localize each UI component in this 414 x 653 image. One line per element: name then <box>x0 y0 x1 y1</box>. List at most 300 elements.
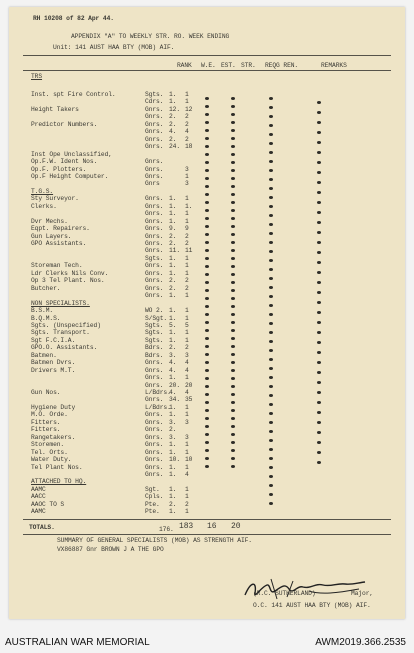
row-est: 1 <box>185 292 189 300</box>
dot-mark <box>231 425 235 428</box>
dot-mark <box>205 113 209 116</box>
row-description: Inst. spt Fire Control. <box>31 91 116 98</box>
dot-mark <box>317 401 321 404</box>
row-description: GPO.O. Assistants. <box>31 344 98 352</box>
dot-mark <box>269 304 273 307</box>
row-we: 3. <box>169 418 177 426</box>
row-rank: Gnrs. <box>145 210 164 218</box>
row-description: B.S.M. <box>31 307 54 315</box>
row-rank: Sgt. <box>145 485 160 493</box>
dot-mark <box>205 193 209 196</box>
row-rank: Gnrs. <box>145 470 164 478</box>
row-we: 2. <box>169 426 177 434</box>
row-description: Predictor Numbers. <box>31 120 98 128</box>
row-est: 1 <box>185 254 189 262</box>
dot-mark <box>231 193 235 196</box>
row-est: 3 <box>185 351 189 359</box>
footer-left: AUSTRALIAN WAR MEMORIAL <box>5 637 150 648</box>
row-rank: Pte. <box>145 508 160 516</box>
dot-mark <box>205 417 209 420</box>
dot-mark <box>269 250 273 253</box>
row-description: Sgt F.C.I.A. <box>31 336 76 344</box>
row-rank: Cdrs. <box>145 98 164 106</box>
row-rank: S/Sgt. <box>145 314 168 322</box>
dot-mark <box>231 385 235 388</box>
row-description: Dvr Mechs. <box>31 217 68 225</box>
row-est: 4 <box>185 389 189 396</box>
dot-mark <box>231 153 235 156</box>
row-we: 1. <box>169 91 177 98</box>
row-description: Butcher. <box>31 284 61 292</box>
dot-mark <box>205 281 209 284</box>
dot-mark <box>205 201 209 204</box>
totals-reqg: 20 <box>231 522 241 531</box>
dot-mark <box>231 177 235 180</box>
row-description: Fitters. <box>31 418 61 426</box>
dot-mark <box>269 331 273 334</box>
row-est: 1 <box>185 307 189 315</box>
row-est: 2 <box>185 240 189 247</box>
dot-mark <box>269 151 273 154</box>
row-est: 1. <box>185 202 193 210</box>
dot-mark <box>269 340 273 343</box>
form-title: APPENDIX "A" TO WEEKLY STR. RO. WEEK ENDING <box>71 33 230 40</box>
row-description: Op.F Height Computer. <box>31 172 109 180</box>
dot-mark <box>269 259 273 262</box>
dot-mark <box>231 129 235 132</box>
dot-mark <box>317 431 321 434</box>
row-est: 1 <box>185 329 189 337</box>
row-est: 1 <box>185 269 189 277</box>
dot-mark <box>205 377 209 380</box>
row-description: Batmen Dvrs. <box>31 359 76 367</box>
row-we: 1. <box>169 508 177 516</box>
dot-mark <box>231 345 235 348</box>
row-description: T.G.S. <box>31 187 54 195</box>
row-we: 34. <box>169 396 181 404</box>
row-we: 1. <box>169 374 177 382</box>
dot-mark <box>269 313 273 316</box>
row-we: 1. <box>169 98 177 106</box>
dot-mark <box>205 121 209 124</box>
row-est: 1 <box>185 262 189 270</box>
dot-mark <box>269 196 273 199</box>
dot-mark <box>231 105 235 108</box>
dot-mark <box>231 185 235 188</box>
row-we: 2. <box>169 344 177 352</box>
row-we: 1. <box>169 329 177 337</box>
row-we: 1. <box>169 441 177 449</box>
row-est: 4 <box>185 366 189 374</box>
dot-mark <box>205 345 209 348</box>
row-we: 2. <box>169 120 177 128</box>
dot-mark <box>317 461 321 464</box>
row-description: Sgts. (Unspecified) <box>31 321 101 329</box>
col-header-est: EST. <box>221 62 236 69</box>
dot-mark <box>269 205 273 208</box>
dot-mark <box>205 209 209 212</box>
note-line-2: VX86887 Gnr BROWN J A THE GPO <box>57 546 164 553</box>
row-we: 1. <box>169 411 177 419</box>
row-est: 1 <box>185 485 189 493</box>
dot-mark <box>317 441 321 444</box>
row-we: 1. <box>169 403 177 411</box>
dot-mark <box>205 361 209 364</box>
dot-mark <box>269 484 273 487</box>
header-rule-2 <box>23 70 391 71</box>
row-description: ATTACHED TO HQ. <box>31 478 87 486</box>
dot-mark <box>269 97 273 100</box>
dot-mark <box>205 145 209 148</box>
dot-mark <box>269 133 273 136</box>
row-description: AAMC <box>31 508 46 516</box>
dot-mark <box>205 105 209 108</box>
dot-mark <box>317 121 321 124</box>
row-description: Inst Ope Unclassified, <box>31 150 112 158</box>
row-rank: Bdrs. <box>145 351 164 359</box>
dot-mark <box>269 295 273 298</box>
dot-mark <box>205 401 209 404</box>
row-est: 10 <box>185 456 193 464</box>
row-we: 4. <box>169 128 177 136</box>
row-description: Tel. Orts. <box>31 448 68 456</box>
dot-mark <box>205 129 209 132</box>
row-description: GPO Assistants. <box>31 240 87 247</box>
row-est: 2 <box>185 344 189 352</box>
dot-mark <box>231 313 235 316</box>
row-we: 1. <box>169 262 177 270</box>
row-rank: Gnrs. <box>145 277 164 285</box>
row-description: Fitters. <box>31 426 61 434</box>
dot-mark <box>269 187 273 190</box>
dot-mark <box>205 457 209 460</box>
dot-mark <box>205 153 209 156</box>
row-rank: Gnrs. <box>145 120 164 128</box>
row-rank: Gnrs. <box>145 441 164 449</box>
row-we: 3. <box>169 351 177 359</box>
dot-mark <box>317 131 321 134</box>
row-est: 2 <box>185 232 189 240</box>
dot-mark <box>231 465 235 468</box>
col-header-reqg: REQG REN. <box>265 62 299 69</box>
dot-mark <box>269 439 273 442</box>
row-we: 4. <box>169 366 177 374</box>
row-we: 1. <box>169 195 177 203</box>
row-est: 1 <box>185 463 189 471</box>
dot-mark <box>317 291 321 294</box>
dot-mark <box>317 241 321 244</box>
dot-mark <box>269 403 273 406</box>
dot-mark <box>231 233 235 236</box>
dot-mark <box>317 101 321 104</box>
row-we: 1. <box>169 307 177 315</box>
row-rank: Sgts. <box>145 329 164 337</box>
row-est: 4 <box>185 128 189 136</box>
row-rank: Gnrs. <box>145 165 164 173</box>
dot-mark <box>205 169 209 172</box>
row-est: 2 <box>185 500 189 508</box>
dot-mark <box>317 171 321 174</box>
dot-mark <box>317 211 321 214</box>
row-rank: Gnrs. <box>145 411 164 419</box>
row-rank: Gnrs. <box>145 456 164 464</box>
row-est: 1 <box>185 508 189 516</box>
row-rank: Gnrs. <box>145 366 164 374</box>
row-rank: Sgts. <box>145 254 164 262</box>
dot-mark <box>269 475 273 478</box>
dot-mark <box>317 311 321 314</box>
dot-mark <box>269 214 273 217</box>
col-header-str: STR. <box>241 62 256 69</box>
dot-mark <box>269 412 273 415</box>
row-est: 1 <box>185 314 189 322</box>
dot-mark <box>269 223 273 226</box>
row-rank: Gnrs. <box>145 448 164 456</box>
dot-mark <box>317 301 321 304</box>
dot-mark <box>269 493 273 496</box>
dot-mark <box>269 502 273 505</box>
row-est: 1 <box>185 493 189 501</box>
row-we: 9. <box>169 225 177 233</box>
unit-line: Unit: 141 AUST HAA BTY (MOB) AIF. <box>53 44 175 51</box>
row-description: Storeman Tech. <box>31 262 83 270</box>
dot-mark <box>269 277 273 280</box>
dot-mark <box>269 268 273 271</box>
row-rank: Gnrs. <box>145 128 164 136</box>
row-we: 2. <box>169 240 177 247</box>
row-est: 5 <box>185 321 189 329</box>
dot-mark <box>205 241 209 244</box>
dot-mark <box>317 321 321 324</box>
row-description: Gun Layers. <box>31 232 72 240</box>
row-description: Drivers M.T. <box>31 366 76 374</box>
dot-mark <box>231 401 235 404</box>
dot-mark <box>205 321 209 324</box>
row-est: 1 <box>185 403 189 411</box>
dot-mark <box>205 161 209 164</box>
dot-mark <box>317 201 321 204</box>
row-we: 1. <box>169 269 177 277</box>
row-we: 1. <box>169 493 177 501</box>
dot-mark <box>231 249 235 252</box>
footer-right: AWM2019.366.2535 <box>315 637 406 648</box>
dot-mark <box>231 257 235 260</box>
dot-mark <box>205 313 209 316</box>
row-description: AAOC TO S <box>31 500 65 508</box>
row-est: 2 <box>185 284 189 292</box>
dot-mark <box>231 209 235 212</box>
dot-mark <box>269 421 273 424</box>
row-description: M.O. Orde. <box>31 411 68 419</box>
row-rank: WO 2. <box>145 307 164 315</box>
row-rank: Gnrs. <box>145 292 164 300</box>
dot-mark <box>269 448 273 451</box>
dot-mark <box>269 349 273 352</box>
dot-mark <box>317 351 321 354</box>
dot-mark <box>205 465 209 468</box>
dot-mark <box>231 329 235 332</box>
document-page <box>9 7 405 619</box>
col-header-rank: RANK <box>177 62 192 69</box>
dot-mark <box>231 305 235 308</box>
row-we: 4. <box>169 389 177 396</box>
row-rank: Gnrs. <box>145 105 164 113</box>
row-description: Op 3 Tel Plant. Nos. <box>31 277 105 285</box>
dot-mark <box>231 457 235 460</box>
totals-str: 16 <box>207 522 217 531</box>
dot-mark <box>205 297 209 300</box>
dot-mark <box>269 367 273 370</box>
row-rank: Sgts. <box>145 336 164 344</box>
dot-mark <box>231 449 235 452</box>
dot-mark <box>205 305 209 308</box>
row-we: 1. <box>169 463 177 471</box>
dot-mark <box>205 217 209 220</box>
col-header-we: W.E. <box>201 62 216 69</box>
dot-mark <box>205 273 209 276</box>
handwritten-signature <box>241 577 369 601</box>
row-description: Rangetakers. <box>31 433 76 441</box>
dot-mark <box>317 221 321 224</box>
dot-mark <box>231 281 235 284</box>
dot-mark <box>205 385 209 388</box>
row-est: 1 <box>185 374 189 382</box>
dot-mark <box>205 265 209 268</box>
row-rank: Gnrs. <box>145 426 164 434</box>
row-rank: L/Bdrs. <box>145 403 171 411</box>
row-est: 1 <box>185 411 189 419</box>
note-line-1: SUMMARY OF GENERAL SPECIALISTS (MOB) AS STRENGTH AIF. <box>57 537 252 544</box>
dot-mark <box>317 361 321 364</box>
row-est: 1 <box>185 91 189 98</box>
dot-mark <box>205 225 209 228</box>
row-est: 1 <box>185 210 189 218</box>
row-rank: Pte. <box>145 500 160 508</box>
dot-mark <box>317 281 321 284</box>
dot-mark <box>317 451 321 454</box>
dot-mark <box>231 265 235 268</box>
row-est: 3 <box>185 433 189 441</box>
row-rank: Gnrs. <box>145 463 164 471</box>
row-rank: Gnrs. <box>145 143 164 151</box>
dot-mark <box>317 341 321 344</box>
dot-mark <box>231 169 235 172</box>
row-we: 1. <box>169 485 177 493</box>
row-rank: Gnrs. <box>145 240 164 247</box>
row-description: B.Q.M.S. <box>31 314 61 322</box>
row-rank: Gnrs. <box>145 225 164 233</box>
dot-mark <box>231 433 235 436</box>
row-we: 1. <box>169 448 177 456</box>
dot-mark <box>269 232 273 235</box>
row-we: 4. <box>169 359 177 367</box>
dot-mark <box>231 369 235 372</box>
dot-mark <box>231 441 235 444</box>
doc-reference: RH 10208 of 82 Apr 44. <box>33 15 114 22</box>
row-we: 1. <box>169 314 177 322</box>
dot-mark <box>231 145 235 148</box>
row-we: 2. <box>169 232 177 240</box>
dot-mark <box>269 241 273 244</box>
dot-mark <box>231 321 235 324</box>
dot-mark <box>205 97 209 100</box>
dot-mark <box>231 161 235 164</box>
row-we: 24. <box>169 143 181 151</box>
dot-mark <box>269 286 273 289</box>
row-rank: Gnrs. <box>145 172 164 180</box>
row-description: Height Takers <box>31 105 79 113</box>
dot-mark <box>317 381 321 384</box>
header-rule <box>23 55 391 56</box>
dot-mark <box>269 430 273 433</box>
row-we: 12. <box>169 105 181 113</box>
dot-mark <box>205 233 209 236</box>
dot-mark <box>231 97 235 100</box>
dot-mark <box>317 111 321 114</box>
row-we: 2. <box>169 500 177 508</box>
dot-mark <box>205 289 209 292</box>
dot-mark <box>205 337 209 340</box>
dot-mark <box>269 457 273 460</box>
row-description: Tel Plant Nos. <box>31 463 83 471</box>
row-rank: Gnrs. <box>145 202 164 210</box>
row-description: Eqpt. Repairers. <box>31 225 90 233</box>
dot-mark <box>269 466 273 469</box>
totals-count: 176. <box>159 526 174 533</box>
row-description: Op.F.W. Ident Nos. <box>31 158 98 166</box>
row-we: 20. <box>169 381 181 389</box>
dot-mark <box>205 409 209 412</box>
dot-mark <box>317 181 321 184</box>
dot-mark <box>269 115 273 118</box>
dot-mark <box>205 177 209 180</box>
row-we: 1. <box>169 292 177 300</box>
row-rank: Gnrs. <box>145 374 164 382</box>
row-we: 1. <box>169 336 177 344</box>
dot-mark <box>205 137 209 140</box>
row-est: 2 <box>185 135 189 143</box>
section-trs: TRS <box>31 73 43 80</box>
row-rank: Gnrs. <box>145 113 164 121</box>
row-description: Water Duty. <box>31 456 72 464</box>
row-description: Ldr Clerks Nils Conv. <box>31 269 109 277</box>
row-description: NON SPECIALISTS. <box>31 299 90 307</box>
row-we: 2. <box>169 277 177 285</box>
row-est: 4 <box>185 470 189 478</box>
row-rank: Sgts. <box>145 321 164 329</box>
dot-mark <box>205 369 209 372</box>
row-rank: Gnrs. <box>145 359 164 367</box>
dot-mark <box>269 160 273 163</box>
row-rank: Gnrs. <box>145 284 164 292</box>
row-rank: Gnrs. <box>145 262 164 270</box>
dot-mark <box>205 257 209 260</box>
dot-mark <box>269 142 273 145</box>
dot-mark <box>231 289 235 292</box>
row-we: 2. <box>169 113 177 121</box>
row-rank: Gnrs. <box>145 269 164 277</box>
dot-mark <box>231 113 235 116</box>
row-description: Gun Nos. <box>31 389 61 396</box>
signatory-name: (R.C. SUTHERLAND) <box>253 590 316 597</box>
dot-mark <box>269 169 273 172</box>
dot-mark <box>231 393 235 396</box>
row-we: 1. <box>169 202 177 210</box>
row-we: 1. <box>169 210 177 218</box>
dot-mark <box>269 394 273 397</box>
row-est: 1 <box>185 441 189 449</box>
row-description: Batmen. <box>31 351 57 359</box>
